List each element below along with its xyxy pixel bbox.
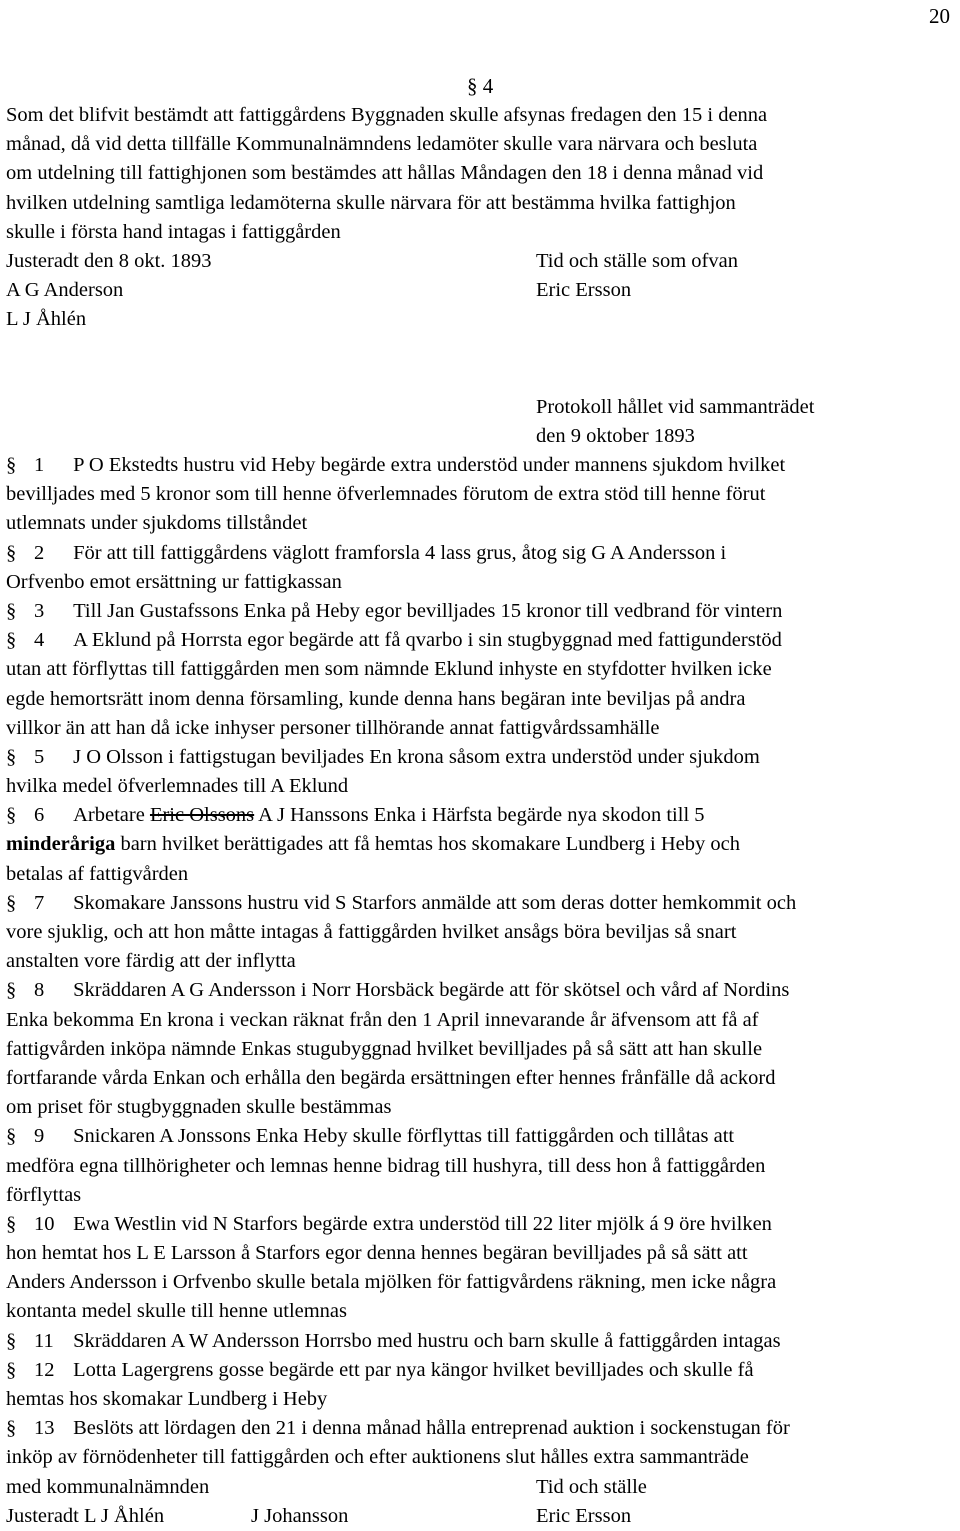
closing-text: med kommunalnämnden [6,1475,210,1498]
item-line: § 7 Skomakare Janssons hustru vid S Starfors anmälde att som deras dotter hemkommit och [6,891,797,914]
item-line: hemtas hos skomakar Lundberg i Heby [6,1388,328,1410]
protocol-title: Protokoll hållet vid sammanträdet [536,396,815,418]
item-line: fattigvården inköpa nämnde Enkas stugubyggnad hvilket bevilljades på så sätt att han skulle [6,1037,763,1060]
signer: A G Anderson [6,279,124,302]
item-line: § 4 A Eklund på Horrsta egor begärde att få qvarbo i sin stugbyggnad med fattigunderstöd [6,629,782,652]
item-line: hvilka medel öfverlemnades till A Eklund [6,775,349,798]
tid-och-stalle: Tid och ställe som ofvan [536,249,738,272]
item-line: § 2 För att till fattiggårdens väglott framforsla 4 lass grus, åtog sig G A Andersson i [6,541,727,564]
item-line: § 3 Till Jan Gustafssons Enka på Heby egor bevilljades 15 kronor till vedbrand för vintern [6,599,783,622]
item-line: utan att förflyttas till fattiggården men som nämnde Eklund inhyste en styfdotter hvilken icke [6,658,772,681]
item-line: villkor än att han då icke inhyser personer tillhörande annat fattigvårdssamhälle [6,716,660,739]
bold-text: minderåriga [6,833,116,856]
text-line: om utdelning till fattighjonen som bestämdes att hållas Måndagen den 18 i denna månad vid [6,162,764,185]
item-line: § 10 Ewa Westlin vid N Starfors begärde extra understöd till 22 liter mjölk á 9 öre hvilken [6,1212,772,1235]
item-line: § 13 Beslöts att lördagen den 21 i denna månad hålla entreprenad auktion i sockenstugan för [6,1417,790,1440]
item-line: betalas af fattigvården [6,862,189,885]
text-line: hvilken utdelning samtliga ledamöterna skulle närvara för att bestämma hvilka fattighjon [6,191,736,214]
first-section-body [6,101,958,335]
item-line: § 8 Skräddaren A G Andersson i Norr Horsbäck begärde att för skötsel och vård af Nordins [6,979,790,1002]
item-line: § 12 Lotta Lagergrens gosse begärde ett par nya kängor hvilket bevilljades och skulle få [6,1358,754,1381]
signer: Eric Ersson [536,1504,632,1527]
section-mark: § 4 [467,74,494,98]
page-number: 20 [929,4,950,28]
signer: J Johansson [251,1504,349,1527]
item-line: § 5 J O Olsson i fattigstugan beviljades En krona såsom extra understöd under sjukdom [6,745,760,768]
item-line: bevilljades med 5 kronor som till henne öfverlemnades förutom de extra stöd till henne förut [6,483,766,506]
text-line: Som det blifvit bestämdt att fattiggårdens Byggnaden skulle afsynas fredagen den 15 i denna [6,104,768,126]
item-line: § 9 Snickaren A Jonssons Enka Heby skulle förflyttas till fattiggården och tillåtas att [6,1125,735,1148]
signature-row [6,276,958,305]
signer: Eric Ersson [536,279,632,302]
item-line: egde hemortsrätt inom denna församling, kunde denna hans begäran inte beviljas på andra [6,687,746,710]
item-line: förflyttas [6,1183,82,1206]
justerat-signer: Justeradt L J Åhlén [6,1504,165,1527]
closing-row [6,1473,958,1502]
item-line: inköp av förnödenheter till fattiggården och efter auktionens slut hålles extra sammanträde [6,1446,749,1469]
protocol-date: den 9 oktober 1893 [536,425,695,448]
item-line: vore sjuklig, och att hon måtte intagas å fattiggården hvilket ansågs böra beviljas så snart [6,921,737,943]
protocol-header [6,393,958,451]
text-line: månad, då vid detta tillfälle Kommunalnämndens ledamöter skulle vara närvara och besluta [6,133,758,156]
struck-text: Eric Olssons [149,804,255,827]
item-line: Anders Andersson i Orfvenbo skulle betala mjölken för fattigvårdens räkning, men icke några [6,1271,777,1294]
text-line: skulle i första hand intagas i fattiggården [6,220,341,243]
item-line: Enka bekomma En krona i veckan räknat från den 1 April innevarande år äfvensom att få af [6,1008,759,1031]
justerat-row [6,247,958,276]
item-line: fortfarande vårda Enkan och erhålla den begärda ersättningen efter hennes frånfälle då ackord [6,1066,776,1089]
tid-och-stalle: Tid och ställe [536,1475,647,1498]
item-line: § 11 Skräddaren A W Andersson Horrsbo med hustru och barn skulle å fattiggården intagas [6,1329,781,1352]
item-line: anstalten vore färdig att der inflytta [6,950,296,973]
item-line: § 1 P O Ekstedts hustru vid Heby begärde extra understöd under mannens sjukdom hvilket [6,454,786,476]
item-line: Orfvenbo emot ersättning ur fattigkassan [6,570,342,593]
signature-row [6,1502,958,1531]
item-line: medföra egna tillhörigheter och lemnas henne bidrag till hushyra, till dess hon å fattiggården [6,1154,766,1177]
signature-row [6,305,958,334]
item-line: hon hemtat hos L E Larsson å Starfors egor denna hennes begäran bevilljades på så sätt att [6,1242,748,1265]
justerat-date: Justeradt den 8 okt. 1893 [6,249,212,272]
item-line: utlemnats under sjukdoms tillståndet [6,512,308,535]
item-line: kontanta medel skulle till henne utlemnas [6,1300,348,1323]
item-line: minderåriga barn hvilket berättigades att få hemtas hos skomakare Lundberg i Heby och [6,833,741,856]
item-line: om priset för stugbyggnaden skulle bestämmas [6,1096,392,1119]
protocol-items [6,451,958,1531]
item-line: § 6 Arbetare Eric Olssons A J Hanssons Enka i Härfsta begärde nya skodon till 5 [6,804,705,827]
signer: L J Åhlén [6,308,87,331]
